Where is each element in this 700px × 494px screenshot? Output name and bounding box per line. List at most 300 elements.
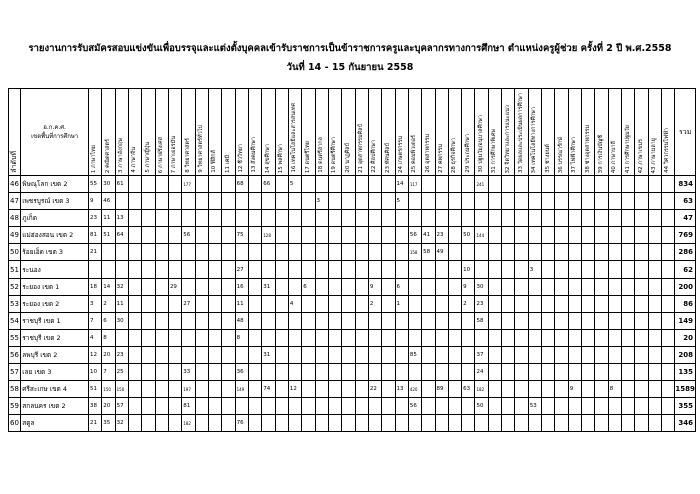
subject-count-cell (355, 398, 368, 415)
subject-count-cell (435, 329, 448, 346)
table-row (9, 193, 696, 210)
subject-count-cell (195, 329, 208, 346)
subject-count-cell (182, 312, 195, 329)
subject-count-cell (315, 329, 328, 346)
subject-count-cell (195, 227, 208, 244)
subject-count-cell (582, 329, 595, 346)
subject-count-cell (422, 398, 435, 415)
subject-count-cell (382, 295, 395, 312)
subject-count-cell (155, 193, 168, 210)
subject-count-cell (542, 329, 555, 346)
subject-count-cell (488, 329, 501, 346)
row-total: 769 (675, 227, 696, 244)
subject-count-cell (502, 329, 515, 346)
subject-count-cell (528, 381, 541, 398)
subject-count-cell (302, 176, 315, 193)
subject-count-cell (635, 176, 648, 193)
subject-count-cell (88, 261, 101, 278)
header-subject: 39 การเงินบัญชี (595, 89, 608, 176)
subject-count-cell (142, 346, 155, 363)
area-name: ศรีสะเกษ เขต 4 (21, 381, 89, 398)
subject-count-cell (662, 415, 675, 432)
subject-count-cell (355, 176, 368, 193)
subject-count-cell (275, 346, 288, 363)
subject-count-cell (368, 193, 381, 210)
header-subject: 22 ศิลปศึกษา (368, 89, 381, 176)
header-subject: 30 ปฐมวัย/อนุบาลศึกษา (475, 89, 488, 176)
subject-count-cell (622, 346, 635, 363)
header-subject: 12 ชีววิทยา (235, 89, 248, 176)
subject-count-cell (288, 261, 301, 278)
subject-count-cell (248, 329, 261, 346)
table-header-row (9, 89, 696, 176)
row-total: 286 (675, 244, 696, 261)
table-row (9, 261, 696, 278)
subject-count-cell (182, 278, 195, 295)
area-name: ลพบุรี เขต 2 (21, 346, 89, 363)
subject-count-cell (208, 261, 221, 278)
subject-count-cell (542, 227, 555, 244)
subject-count-cell (302, 346, 315, 363)
header-subject: 2 คณิตศาสตร์ (102, 89, 115, 176)
header-row-number: ลำดับที่ (9, 89, 21, 176)
subject-count-cell (328, 193, 341, 210)
subject-count-cell (568, 398, 581, 415)
subject-count-cell (488, 346, 501, 363)
header-subject: 44 วิศวกรรมไฟฟ้า (662, 89, 675, 176)
subject-count-cell (315, 312, 328, 329)
subject-count-cell (582, 312, 595, 329)
subject-count-cell (448, 398, 461, 415)
subject-count-cell (515, 193, 528, 210)
subject-count-cell (128, 278, 141, 295)
table-row (9, 176, 696, 193)
subject-count-cell (635, 210, 648, 227)
subject-count-cell (502, 261, 515, 278)
subject-count-cell (368, 346, 381, 363)
subject-count-cell (435, 295, 448, 312)
subject-count-cell (368, 364, 381, 381)
subject-count-cell (302, 312, 315, 329)
header-subject: 27 คหกรรม (435, 89, 448, 176)
subject-count-cell (635, 346, 648, 363)
header-subject: 5 ภาษาญี่ปุ่น (142, 89, 155, 176)
subject-count-cell: 9 (88, 193, 101, 210)
subject-count-cell (568, 227, 581, 244)
subject-count-cell (608, 398, 621, 415)
subject-count-cell (542, 244, 555, 261)
subject-count-cell (382, 193, 395, 210)
subject-count-cell (528, 364, 541, 381)
subject-count-cell: 27 (182, 295, 195, 312)
header-subject: 32 จิตวิทยาและการแนะแนว (502, 89, 515, 176)
subject-count-cell (408, 210, 421, 227)
subject-count-cell (315, 210, 328, 227)
subject-count-cell (542, 312, 555, 329)
subject-count-cell: 12 (288, 381, 301, 398)
area-name: ระนอง (21, 261, 89, 278)
subject-count-cell: 36 (235, 364, 248, 381)
subject-count-cell (542, 295, 555, 312)
subject-count-cell (662, 278, 675, 295)
subject-count-cell: 11 (235, 295, 248, 312)
header-area-name: อ.ก.ค.ศ. เขตพื้นที่การศึกษา (21, 89, 89, 176)
subject-count-cell (275, 364, 288, 381)
subject-count-cell (422, 176, 435, 193)
subject-count-cell (662, 227, 675, 244)
subject-count-cell (622, 278, 635, 295)
subject-count-cell (568, 415, 581, 432)
subject-count-cell (342, 210, 355, 227)
subject-count-cell (262, 364, 275, 381)
subject-count-cell (595, 398, 608, 415)
subject-count-cell: 46 (102, 193, 115, 210)
subject-count-cell (528, 176, 541, 193)
subject-count-cell (328, 295, 341, 312)
subject-count-cell (342, 261, 355, 278)
subject-count-cell (182, 329, 195, 346)
row-number: 49 (9, 227, 21, 244)
subject-count-cell (528, 244, 541, 261)
subject-count-cell: 12 (88, 346, 101, 363)
subject-count-cell (422, 415, 435, 432)
subject-count-cell: 64 (115, 227, 128, 244)
subject-count-cell (448, 210, 461, 227)
table-row (9, 329, 696, 346)
subject-count-cell (195, 346, 208, 363)
subject-count-cell (662, 312, 675, 329)
subject-count-cell (662, 329, 675, 346)
subject-count-cell (462, 364, 475, 381)
subject-count-cell (142, 227, 155, 244)
subject-count-cell (622, 381, 635, 398)
subject-count-cell (408, 261, 421, 278)
subject-count-cell (595, 278, 608, 295)
subject-count-cell (622, 261, 635, 278)
subject-count-cell (595, 193, 608, 210)
row-number: 56 (9, 346, 21, 363)
subject-count-cell: 53 (528, 398, 541, 415)
subject-count-cell: 30 (102, 176, 115, 193)
subject-count-cell (342, 381, 355, 398)
subject-count-cell (142, 261, 155, 278)
subject-count-cell: 9 (368, 278, 381, 295)
subject-count-cell (582, 278, 595, 295)
subject-count-cell (648, 415, 661, 432)
subject-count-cell (368, 329, 381, 346)
subject-count-cell (595, 364, 608, 381)
subject-count-cell (128, 364, 141, 381)
subject-count-cell (288, 278, 301, 295)
subject-count-cell: 4 (288, 295, 301, 312)
subject-count-cell (488, 398, 501, 415)
subject-count-cell: 29 (168, 278, 181, 295)
header-subject: 13 สังคมศึกษา (248, 89, 261, 176)
subject-count-cell (435, 364, 448, 381)
row-total: 62 (675, 261, 696, 278)
subject-count-cell (582, 244, 595, 261)
subject-count-cell (382, 210, 395, 227)
subject-count-cell (515, 261, 528, 278)
subject-count-cell (355, 415, 368, 432)
subject-count-cell (568, 295, 581, 312)
subject-count-cell (462, 312, 475, 329)
table-row (9, 346, 696, 363)
subject-count-cell (515, 176, 528, 193)
subject-count-cell (368, 415, 381, 432)
subject-count-cell (208, 244, 221, 261)
subject-count-cell: 81 (88, 227, 101, 244)
header-subject: 35 ช่างยนต์ (542, 89, 555, 176)
subject-count-cell (502, 193, 515, 210)
subject-count-cell (222, 381, 235, 398)
subject-count-cell (648, 295, 661, 312)
subject-count-cell (448, 227, 461, 244)
subject-count-cell: 21 (88, 244, 101, 261)
subject-count-cell (328, 278, 341, 295)
subject-count-cell (368, 398, 381, 415)
subject-count-cell (342, 312, 355, 329)
subject-count-cell (288, 193, 301, 210)
subject-count-cell (502, 381, 515, 398)
subject-count-cell (355, 193, 368, 210)
subject-count-cell: 31 (262, 278, 275, 295)
subject-count-cell (222, 295, 235, 312)
subject-count-cell (542, 381, 555, 398)
subject-count-cell (608, 176, 621, 193)
subject-count-cell (155, 261, 168, 278)
subject-count-cell (208, 415, 221, 432)
subject-count-cell (275, 244, 288, 261)
subject-count-cell: 149 (235, 381, 248, 398)
subject-count-cell: 66 (262, 176, 275, 193)
table-row (9, 398, 696, 415)
subject-count-cell (115, 261, 128, 278)
subject-count-cell (568, 244, 581, 261)
subject-count-cell (502, 415, 515, 432)
subject-count-cell: 55 (88, 176, 101, 193)
subject-count-cell (328, 244, 341, 261)
subject-count-cell (635, 261, 648, 278)
table-row (9, 210, 696, 227)
subject-count-cell: 2 (462, 295, 475, 312)
subject-count-cell (168, 346, 181, 363)
subject-count-cell (315, 381, 328, 398)
subject-count-cell (515, 227, 528, 244)
subject-count-cell (448, 176, 461, 193)
subject-count-cell: 16 (235, 278, 248, 295)
subject-count-cell (155, 312, 168, 329)
subject-count-cell: 9 (568, 381, 581, 398)
subject-count-cell (342, 295, 355, 312)
subject-count-cell (608, 364, 621, 381)
subject-count-cell (142, 278, 155, 295)
subject-count-cell: 241 (475, 176, 488, 193)
subject-count-cell (382, 364, 395, 381)
subject-count-cell (502, 227, 515, 244)
subject-count-cell: 32 (115, 415, 128, 432)
subject-count-cell: 8 (235, 329, 248, 346)
subject-count-cell (368, 176, 381, 193)
subject-count-cell (288, 364, 301, 381)
subject-count-cell (488, 244, 501, 261)
subject-count-cell (435, 312, 448, 329)
area-name: สตูล (21, 415, 89, 432)
row-total: 63 (675, 193, 696, 210)
subject-count-cell (622, 398, 635, 415)
subject-count-cell: 22 (368, 381, 381, 398)
subject-count-cell (608, 244, 621, 261)
subject-count-cell (435, 398, 448, 415)
row-number: 50 (9, 244, 21, 261)
header-subject: 40 ภาษาบาลี (608, 89, 621, 176)
subject-count-cell (622, 210, 635, 227)
subject-count-cell (208, 398, 221, 415)
subject-count-cell (302, 227, 315, 244)
subject-count-cell (155, 244, 168, 261)
subject-count-cell (195, 415, 208, 432)
subject-count-cell (235, 244, 248, 261)
subject-count-cell (328, 261, 341, 278)
subject-count-cell (168, 210, 181, 227)
subject-count-cell: 1 (395, 295, 408, 312)
subject-count-cell (395, 346, 408, 363)
table-row (9, 278, 696, 295)
subject-count-cell (195, 295, 208, 312)
subject-count-cell (502, 398, 515, 415)
subject-count-cell (582, 176, 595, 193)
subject-count-cell (248, 346, 261, 363)
subject-count-cell (288, 346, 301, 363)
subject-count-cell (648, 193, 661, 210)
subject-count-cell (662, 261, 675, 278)
header-subject: 21 อุตสาหกรรมศิลป์ (355, 89, 368, 176)
subject-count-cell (448, 261, 461, 278)
subject-count-cell (248, 398, 261, 415)
header-subject: 1 ภาษาไทย (88, 89, 101, 176)
subject-count-cell (342, 193, 355, 210)
subject-count-cell (662, 381, 675, 398)
subject-count-cell (275, 278, 288, 295)
subject-count-cell: 61 (115, 176, 128, 193)
subject-count-cell (355, 346, 368, 363)
subject-count-cell (248, 364, 261, 381)
subject-count-cell (515, 295, 528, 312)
subject-count-cell (395, 329, 408, 346)
row-total: 200 (675, 278, 696, 295)
subject-count-cell (422, 278, 435, 295)
subject-count-cell (488, 415, 501, 432)
subject-count-cell (662, 210, 675, 227)
row-total: 149 (675, 312, 696, 329)
subject-count-cell (342, 227, 355, 244)
subject-count-cell (248, 415, 261, 432)
header-subject: 24 เกษตรกรรม (395, 89, 408, 176)
subject-count-cell: 33 (182, 364, 195, 381)
subject-count-cell: 32 (115, 278, 128, 295)
subject-count-cell (128, 176, 141, 193)
subject-count-cell (635, 295, 648, 312)
subject-count-cell (302, 415, 315, 432)
subject-count-cell (142, 176, 155, 193)
subject-count-cell (222, 193, 235, 210)
header-subject: 41 การศึกษาปฐมวัย (622, 89, 635, 176)
subject-count-cell (595, 295, 608, 312)
subject-count-cell (435, 261, 448, 278)
subject-count-cell (382, 278, 395, 295)
subject-count-cell: 27 (235, 261, 248, 278)
subject-count-cell: 144 (475, 227, 488, 244)
subject-count-cell (248, 244, 261, 261)
subject-count-cell (475, 244, 488, 261)
subject-count-cell: 6 (302, 278, 315, 295)
subject-count-cell: 35 (102, 415, 115, 432)
subject-count-cell (515, 278, 528, 295)
subject-count-cell (448, 244, 461, 261)
subject-count-cell (448, 193, 461, 210)
subject-count-cell (142, 381, 155, 398)
subject-count-cell (355, 381, 368, 398)
subject-count-cell (262, 210, 275, 227)
subject-count-cell (595, 312, 608, 329)
subject-count-cell (155, 227, 168, 244)
subject-count-cell (195, 244, 208, 261)
subject-count-cell (222, 210, 235, 227)
subject-count-cell (648, 261, 661, 278)
subject-count-cell (102, 261, 115, 278)
subject-count-cell (408, 364, 421, 381)
subject-count-cell (662, 176, 675, 193)
subject-count-cell (648, 176, 661, 193)
subject-count-cell (555, 193, 568, 210)
subject-count-cell: 58 (422, 244, 435, 261)
header-subject: 14 สุขศึกษา (262, 89, 275, 176)
subject-count-cell (635, 381, 648, 398)
subject-count-cell (595, 227, 608, 244)
area-name: เลย เขต 3 (21, 364, 89, 381)
subject-count-cell (128, 415, 141, 432)
subject-count-cell (502, 278, 515, 295)
subject-count-cell (355, 329, 368, 346)
subject-count-cell (355, 295, 368, 312)
subject-count-cell (408, 295, 421, 312)
subject-count-cell (262, 312, 275, 329)
subject-count-cell (315, 176, 328, 193)
subject-count-cell (342, 364, 355, 381)
subject-count-cell (208, 210, 221, 227)
subject-count-cell (515, 346, 528, 363)
subject-count-cell: 49 (435, 244, 448, 261)
subject-count-cell: 10 (88, 364, 101, 381)
subject-count-cell (355, 244, 368, 261)
subject-count-cell: 89 (435, 381, 448, 398)
subject-count-cell (222, 329, 235, 346)
subject-count-cell (168, 244, 181, 261)
subject-count-cell (502, 295, 515, 312)
subject-count-cell (515, 364, 528, 381)
subject-count-cell (542, 415, 555, 432)
subject-count-cell (222, 176, 235, 193)
subject-count-cell: 76 (235, 415, 248, 432)
subject-count-cell (128, 312, 141, 329)
subject-count-cell (622, 329, 635, 346)
area-name: ระยอง เขต 1 (21, 278, 89, 295)
subject-count-cell (168, 398, 181, 415)
subject-count-cell (595, 261, 608, 278)
subject-count-cell (155, 210, 168, 227)
subject-count-cell (648, 381, 661, 398)
subject-count-cell: 31 (262, 346, 275, 363)
